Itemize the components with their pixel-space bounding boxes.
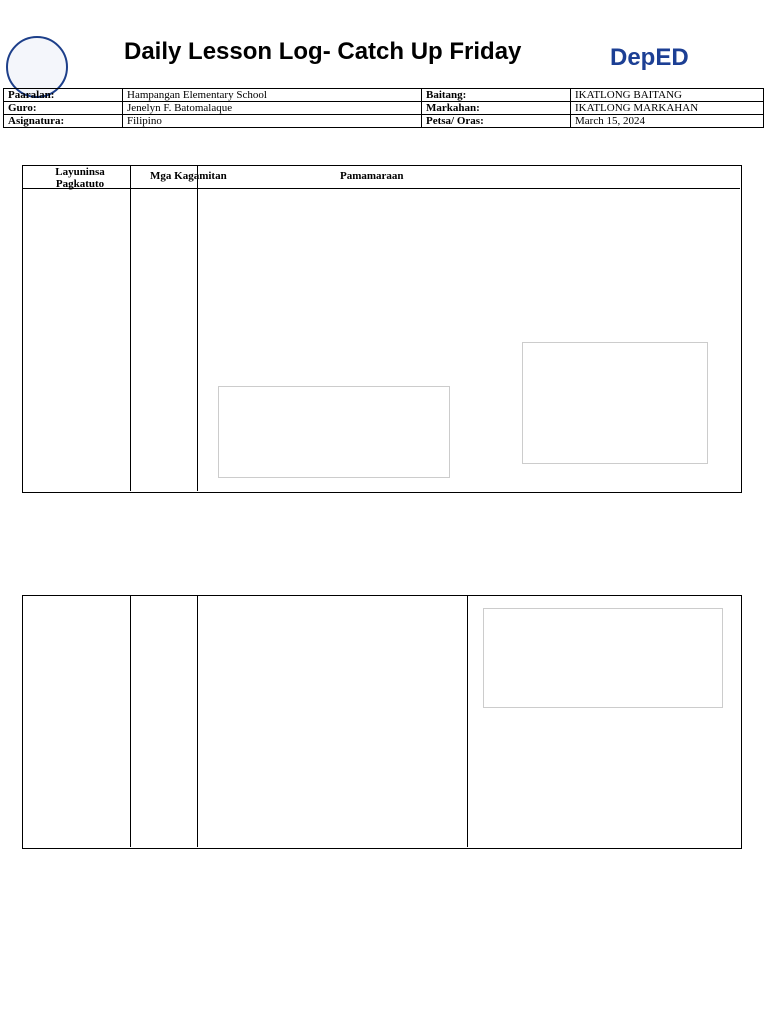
page-title: Daily Lesson Log- Catch Up Friday [124, 38, 522, 65]
info-row [4, 89, 764, 102]
info-label: Guro: [4, 102, 123, 115]
info-value: IKATLONG BAITANG [571, 89, 764, 102]
info-label: Baitang: [422, 89, 571, 102]
chart-kulay [483, 608, 723, 708]
info-value: Hampangan Elementary School [123, 89, 422, 102]
info-row [4, 102, 764, 115]
info-label: Petsa/ Oras: [422, 115, 571, 128]
header-pamamaraan: Pamamaraan [340, 170, 404, 182]
info-table [3, 88, 764, 128]
info-label: Markahan: [422, 102, 571, 115]
deped-logo: DepED [610, 44, 689, 71]
column-divider [197, 165, 198, 491]
info-value: Filipino [123, 115, 422, 128]
chart-prutas [218, 386, 450, 478]
header-layunin: Layuninsa Pagkatuto [55, 166, 105, 190]
column-divider [130, 165, 131, 491]
info-row [4, 115, 764, 128]
info-label: Paaralan: [4, 89, 123, 102]
info-value: IKATLONG MARKAHAN [571, 102, 764, 115]
header-kagamitan: Mga Kagamitan [150, 170, 227, 182]
info-value: Jenelyn F. Batomalaque [123, 102, 422, 115]
row-divider [22, 188, 740, 189]
column-divider [467, 595, 468, 847]
column-divider [130, 595, 131, 847]
info-value: March 15, 2024 [571, 115, 764, 128]
info-label: Asignatura: [4, 115, 123, 128]
chart-itlog [522, 342, 708, 464]
column-divider [197, 595, 198, 847]
